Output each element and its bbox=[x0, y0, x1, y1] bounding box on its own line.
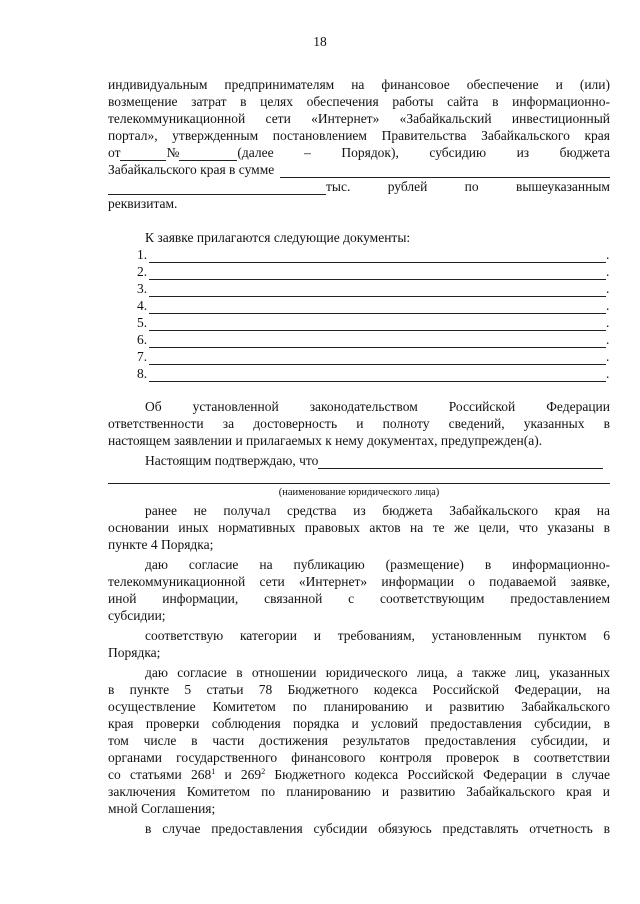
document-item-blank[interactable] bbox=[149, 284, 606, 297]
amount-continuation-blank[interactable] bbox=[108, 181, 326, 195]
document-item-blank[interactable] bbox=[149, 250, 606, 263]
p2-line-4: субсидии; bbox=[108, 608, 166, 623]
responsibility-line-2: ответственности за достоверность и полноту сведений, указанных в bbox=[108, 416, 610, 431]
p4-line-8: заключения Комитетом по планированию и развитию Забайкальского края и bbox=[108, 784, 610, 799]
document-item bbox=[137, 365, 610, 382]
p1-line-2: основании иных нормативных правовых актов на те же цели, что указаны в bbox=[108, 520, 610, 535]
document-item-blank[interactable] bbox=[149, 318, 606, 331]
intro-line-3: телекоммуникационной сети «Интернет» «Забайкальский инвестиционный bbox=[108, 111, 610, 126]
document-item-blank[interactable] bbox=[149, 301, 606, 314]
document-item-end-mark: . bbox=[606, 315, 610, 330]
footnote-mark: 1 bbox=[211, 767, 216, 776]
entity-name-blank[interactable] bbox=[318, 455, 603, 469]
document-item-number: 6. bbox=[137, 332, 148, 347]
text-fragment: – bbox=[304, 145, 311, 160]
p4-line-3: осуществление Комитетом по планированию и развитию Забайкальского bbox=[108, 699, 610, 714]
document-item-number: 1. bbox=[137, 247, 148, 262]
document-item-blank[interactable] bbox=[149, 335, 606, 348]
document-item-end-mark: . bbox=[606, 281, 610, 296]
text-fragment: рублей bbox=[387, 179, 428, 194]
document-item bbox=[137, 263, 610, 280]
document-item bbox=[137, 348, 610, 365]
document-item bbox=[137, 280, 610, 297]
text-fragment: тыс. bbox=[326, 179, 351, 194]
document-item-end-mark: . bbox=[606, 349, 610, 364]
entity-name-blank-2[interactable] bbox=[108, 470, 610, 484]
documents-heading: К заявке прилагаются следующие документы: bbox=[145, 230, 411, 245]
p1-line-3: пункте 4 Порядка; bbox=[108, 537, 214, 552]
intro-line-8: реквизитам. bbox=[108, 196, 178, 211]
document-item bbox=[137, 246, 610, 263]
document-item-end-mark: . bbox=[606, 247, 610, 262]
text-fragment: со статьями 268 bbox=[108, 767, 212, 782]
entity-name-caption: (наименование юридического лица) bbox=[278, 487, 440, 498]
text-fragment: и 269 bbox=[215, 767, 262, 782]
intro-line-6 bbox=[108, 161, 610, 178]
document-item-number: 5. bbox=[137, 315, 148, 330]
date-blank[interactable] bbox=[120, 147, 166, 161]
document-item-end-mark: . bbox=[606, 332, 610, 347]
document-item-number: 3. bbox=[137, 281, 148, 296]
number-sign: № bbox=[166, 145, 180, 160]
responsibility-line-3: настоящем заявлении и прилагаемых к нему документах, предупрежден(а). bbox=[108, 433, 543, 448]
text-fragment: Бюджетного кодекса Российской Федерации в случае bbox=[265, 767, 610, 782]
amount-blank[interactable] bbox=[280, 164, 610, 178]
p4-line-1: даю согласие в отношении юридического лица, а также лиц, указанных bbox=[145, 665, 610, 680]
document-item-blank[interactable] bbox=[149, 267, 606, 280]
intro-line-7 bbox=[108, 178, 610, 195]
p3-line-1: соответствую категории и требованиям, установленным пунктом 6 bbox=[145, 628, 610, 643]
number-blank[interactable] bbox=[179, 147, 237, 161]
p4-line-4: края проверки соблюдения порядка и условий предоставления субсидии, в bbox=[108, 716, 610, 731]
document-item bbox=[137, 331, 610, 348]
document-item-number: 4. bbox=[137, 298, 148, 313]
p2-line-3: иной информации, связанной с соответствующим предоставлением bbox=[108, 591, 610, 606]
p4-line-9: мной Соглашения; bbox=[108, 801, 216, 816]
footnote-mark: 2 bbox=[261, 767, 266, 776]
text-fragment: вышеуказанным bbox=[516, 179, 610, 194]
text-fragment: субсидию bbox=[429, 145, 487, 160]
p1-line-1: ранее не получал средства из бюджета Забайкальского края на bbox=[145, 503, 610, 518]
text-fragment: бюджета bbox=[559, 145, 610, 160]
intro-line-1: индивидуальным предпринимателям на финансовое обеспечение и (или) bbox=[108, 77, 610, 92]
intro-line-2: возмещение затрат в целях обеспечения работы сайта в информационно- bbox=[108, 94, 610, 109]
amount-label: Забайкальского края в сумме bbox=[108, 162, 275, 177]
p4-line-5: том числе в части достижения результатов предоставления субсидии, и bbox=[108, 733, 610, 748]
responsibility-line-1: Об установленной законодательством Российской Федерации bbox=[145, 399, 610, 414]
p3-line-2: Порядка; bbox=[108, 645, 161, 660]
confirm-line bbox=[145, 452, 603, 469]
document-item-end-mark: . bbox=[606, 298, 610, 313]
document-item-number: 7. bbox=[137, 349, 148, 364]
p5-line-1: в случае предоставления субсидии обязуюсь представлять отчетность в bbox=[145, 821, 610, 836]
document-item bbox=[137, 297, 610, 314]
p2-line-2: телекоммуникационной сети «Интернет» информации о подаваемой заявке, bbox=[108, 574, 610, 589]
text-fragment: Порядок), bbox=[341, 145, 399, 160]
intro-line-4: портал», утвержденным постановлением Правительства Забайкальского края bbox=[108, 128, 610, 143]
document-item-number: 8. bbox=[137, 366, 148, 381]
document-item-end-mark: . bbox=[606, 264, 610, 279]
document-item-number: 2. bbox=[137, 264, 148, 279]
document-item-blank[interactable] bbox=[149, 369, 606, 382]
page-number: 18 bbox=[313, 34, 327, 49]
confirm-line-2 bbox=[108, 470, 610, 484]
document-item-blank[interactable] bbox=[149, 352, 606, 365]
p4-line-6: органами государственного финансового контроля проверок в соответствии bbox=[108, 750, 610, 765]
text-fragment: по bbox=[464, 179, 479, 194]
date-from-label: от bbox=[108, 145, 121, 160]
p2-line-1: даю согласие на публикацию (размещение) в информационно- bbox=[145, 557, 610, 572]
document-item bbox=[137, 314, 610, 331]
text-fragment: из bbox=[516, 145, 530, 160]
confirm-lead: Настоящим подтверждаю, что bbox=[145, 453, 319, 468]
document-item-end-mark: . bbox=[606, 366, 610, 381]
p4-line-7 bbox=[108, 766, 610, 783]
p4-line-2: в пункте 5 статьи 78 Бюджетного кодекса Российской Федерации, на bbox=[108, 682, 610, 697]
intro-line-5 bbox=[108, 144, 610, 161]
text-fragment: (далее bbox=[237, 145, 274, 160]
